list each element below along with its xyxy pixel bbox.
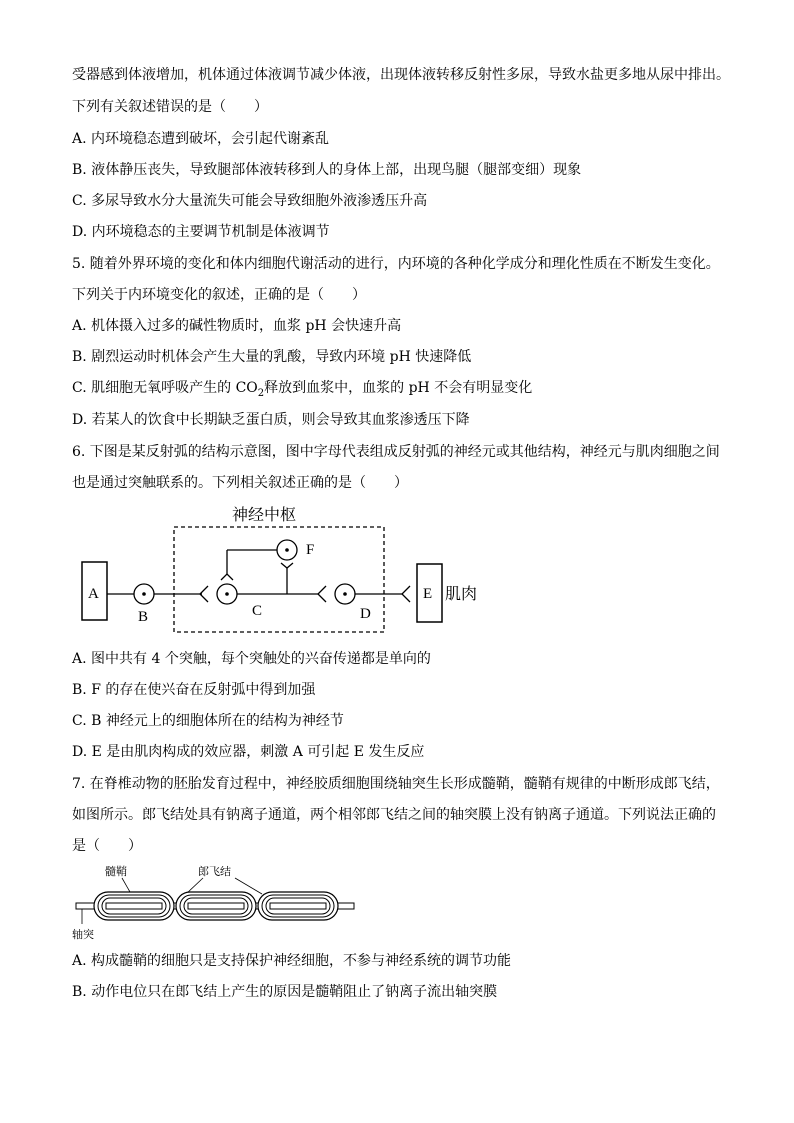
option-5b: B. 剧烈运动时机体会产生大量的乳酸，导致内环境 pH 快速降低 bbox=[72, 349, 472, 365]
option-6b: B. F 的存在使兴奋在反射弧中得到加强 bbox=[72, 682, 316, 698]
myelin-diagram bbox=[70, 858, 360, 948]
label-axon: 轴突 bbox=[72, 928, 94, 941]
option-4a: A. 内环境稳态遭到破坏，会引起代谢紊乱 bbox=[72, 131, 330, 147]
option-5c-sub: 2 bbox=[257, 387, 265, 399]
label-a: A bbox=[88, 586, 99, 602]
myelin-segment-3 bbox=[258, 892, 338, 920]
option-5c bbox=[72, 379, 532, 403]
reflex-arc-diagram bbox=[72, 500, 492, 640]
question-7-line1: 7. 在脊椎动物的胚胎发育过程中，神经胶质细胞围绕轴突生长形成髓鞘，髓鞘有规律的中断形成郎飞结， bbox=[72, 776, 720, 792]
label-d: D bbox=[360, 606, 371, 622]
option-7b: B. 动作电位只在郎飞结上产生的原因是髓鞘阻止了钠离子流出轴突膜 bbox=[72, 984, 498, 1000]
label-node: 郎飞结 bbox=[198, 865, 231, 878]
option-4b: B. 液体静压丧失，导致腿部体液转移到人的身体上部，出现鸟腿（腿部变细）现象 bbox=[72, 162, 582, 178]
question-7-line3: 是（ ） bbox=[72, 838, 142, 854]
option-5a: A. 机体摄入过多的碱性物质时，血浆 pH 会快速升高 bbox=[72, 318, 402, 334]
synapse-c-f bbox=[281, 563, 293, 568]
nerve-center-box bbox=[174, 527, 384, 632]
neuron-c-nucleus bbox=[225, 592, 229, 596]
option-7a: A. 构成髓鞘的细胞只是支持保护神经细胞，不参与神经系统的调节功能 bbox=[72, 953, 512, 969]
option-6a: A. 图中共有 4 个突触，每个突触处的兴奋传递都是单向的 bbox=[72, 651, 431, 667]
option-5c-post: 释放到血浆中，血浆的 pH 不会有明显变化 bbox=[264, 380, 533, 396]
neuron-b-nucleus bbox=[142, 592, 146, 596]
option-4c: C. 多尿导致水分大量流失可能会导致细胞外液渗透压升高 bbox=[72, 193, 428, 209]
text-line: 受器感到体液增加，机体通过体液调节减少体液，出现体液转移反射性多尿，导致水盐更多地从尿中排出。 bbox=[72, 67, 730, 83]
option-6d: D. E 是由肌肉构成的效应器，刺激 A 可引起 E 发生反应 bbox=[72, 744, 425, 760]
myelin-segment-1 bbox=[94, 892, 174, 920]
synapse-d-e bbox=[402, 586, 410, 602]
question-6-line1: 6. 下图是某反射弧的结构示意图，图中字母代表组成反射弧的神经元或其他结构，神经元与肌肉细胞之间 bbox=[72, 444, 720, 460]
myelin-segment-2 bbox=[176, 892, 256, 920]
center-title: 神经中枢 bbox=[232, 505, 297, 524]
label-muscle: 肌肉 bbox=[445, 584, 478, 603]
question-5-line1: 5. 随着外界环境的变化和体内细胞代谢活动的进行，内环境的各种化学成分和理化性质在不断发生变化。 bbox=[72, 256, 720, 272]
myelin-pointer bbox=[122, 878, 130, 892]
label-myelin: 髓鞘 bbox=[105, 865, 127, 878]
synapse-c-d bbox=[318, 586, 326, 602]
label-b: B bbox=[138, 609, 149, 625]
label-c: C bbox=[252, 603, 263, 619]
neuron-f-nucleus bbox=[285, 548, 289, 552]
neuron-d-nucleus bbox=[343, 592, 347, 596]
option-6c: C. B 神经元上的细胞体所在的结构为神经节 bbox=[72, 713, 344, 729]
option-5c-pre: C. 肌细胞无氧呼吸产生的 CO bbox=[72, 380, 258, 396]
question-5-line2: 下列关于内环境变化的叙述，正确的是（ ） bbox=[72, 287, 366, 303]
question-4-prompt: 下列有关叙述错误的是（ ） bbox=[72, 99, 268, 115]
synapse-f-c bbox=[221, 574, 233, 580]
label-f: F bbox=[306, 542, 315, 558]
question-6-line2: 也是通过突触联系的。下列相关叙述正确的是（ ） bbox=[72, 475, 408, 491]
question-7-line2: 如图所示。郎飞结处具有钠离子通道，两个相邻郎飞结之间的轴突膜上没有钠离子通道。下列说法正确的 bbox=[72, 807, 716, 823]
option-5d: D. 若某人的饮食中长期缺乏蛋白质，则会导致其血浆渗透压下降 bbox=[72, 412, 470, 428]
label-e: E bbox=[423, 586, 433, 602]
option-4d: D. 内环境稳态的主要调节机制是体液调节 bbox=[72, 224, 330, 240]
